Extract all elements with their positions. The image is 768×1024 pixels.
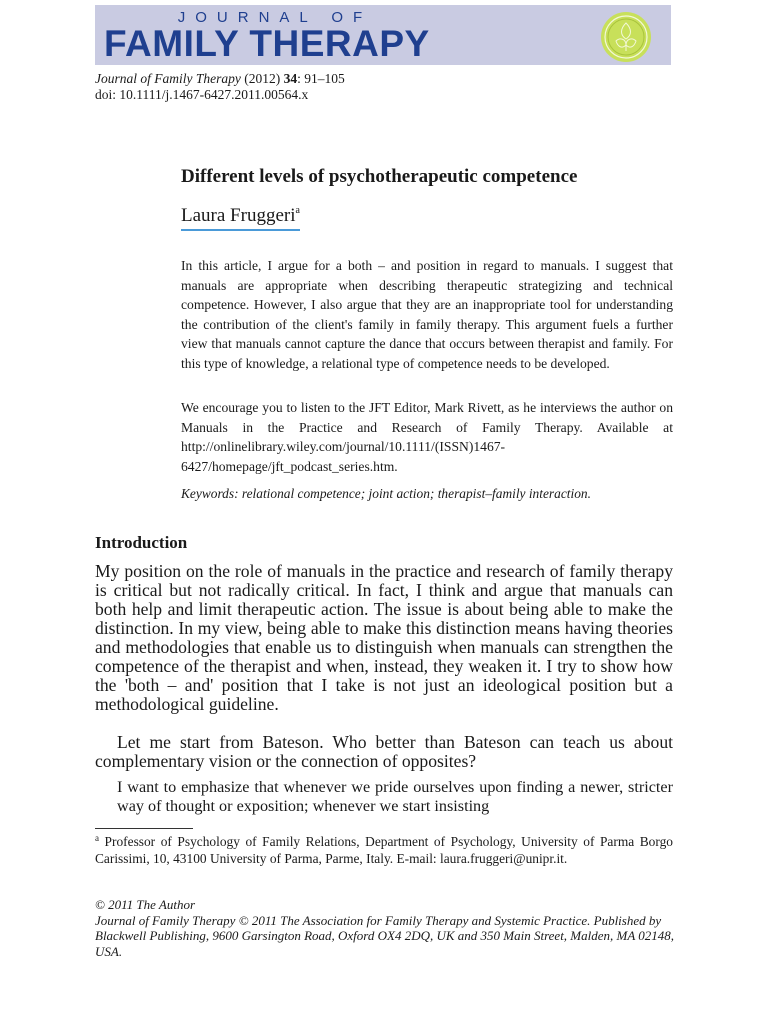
- citation-pages: : 91–105: [297, 71, 345, 86]
- podcast-note: We encourage you to listen to the JFT Editor, Mark Rivett, as he interviews the author on Manuals in the Practice and Research of Family Therapy. Available at http://onlinelibrary.wiley.com/journal/10.1111/(ISSN)1467-6427/homepage/jft_podcast_series.htm.: [181, 400, 673, 474]
- citation: [95, 71, 345, 103]
- citation-doi: doi: 10.1111/j.1467-6427.2011.00564.x: [95, 87, 309, 102]
- journal-banner-small: JOURNAL OF: [177, 9, 373, 26]
- section-heading: Introduction: [95, 533, 188, 552]
- keywords: Keywords: relational competence; joint action; therapist–family interaction.: [181, 486, 591, 501]
- abstract: In this article, I argue for a both – and position in regard to manuals. I suggest that manuals are appropriate when describing therapeutic strategizing and technical competence. However, I also argue that they are an inappropriate tool for understanding the contribution of the client's family in family therapy. This argument fuels a further view that manuals cannot capture the dance that occurs between therapist and family. For this type of knowledge, a relational type of competence needs to be developed.: [181, 258, 673, 371]
- journal-banner: [95, 5, 671, 65]
- copyright-line-2: Journal of Family Therapy © 2011 The Association for Family Therapy and Systemic Practice. Published by Blackwell Publishing, 9600 Garsington Road, Oxford OX4 2DQ, UK and 350 Main Street, Malden, MA 02148, USA.: [95, 912, 675, 959]
- author-affiliation-marker: a: [295, 205, 300, 216]
- footnote: [95, 830, 673, 867]
- citation-year: (2012): [244, 71, 281, 86]
- society-seal-icon: [600, 11, 652, 63]
- copyright-block: [95, 897, 675, 959]
- citation-volume: 34: [283, 71, 298, 86]
- citation-journal: Journal of Family Therapy: [95, 71, 241, 86]
- footnote-divider: [95, 828, 193, 829]
- copyright-line-1: © 2011 The Author: [95, 897, 196, 912]
- article-author[interactable]: [181, 205, 300, 231]
- body-paragraph-1: My position on the role of manuals in the practice and research of family therapy is critical but not radically critical. In fact, I think and argue that manuals can both help and limit therapeutic action. The issue is about being able to make the distinction. In my view, being able to make this distinction means having theories and methodologies that enable us to distinguish when manuals can strengthen the competence of the therapist and when, instead, they weaken it. I try to show how the 'both – and' position that I take is not just an ideological position but a methodological guideline.: [95, 561, 673, 714]
- body-paragraph-2: Let me start from Bateson. Who better than Bateson can teach us about complementary vision or the connection of opposites?: [95, 732, 673, 771]
- footnote-text: Professor of Psychology of Family Relations, Department of Psychology, University of Parma Borgo Carissimi, 10, 43100 University of Parma, Parme, Italy. E-mail: laura.fruggeri@unipr.it.: [95, 834, 673, 866]
- block-quote: I want to emphasize that whenever we pride ourselves upon finding a newer, stricter way of thought or exposition; whenever we start insisting: [117, 778, 673, 815]
- footnote-marker: a: [95, 833, 99, 843]
- article-title: Different levels of psychotherapeutic competence: [181, 166, 578, 187]
- citation-line: [95, 71, 345, 87]
- author-name[interactable]: Laura Fruggeri: [181, 205, 296, 226]
- journal-banner-title: FAMILY THERAPY: [104, 23, 430, 64]
